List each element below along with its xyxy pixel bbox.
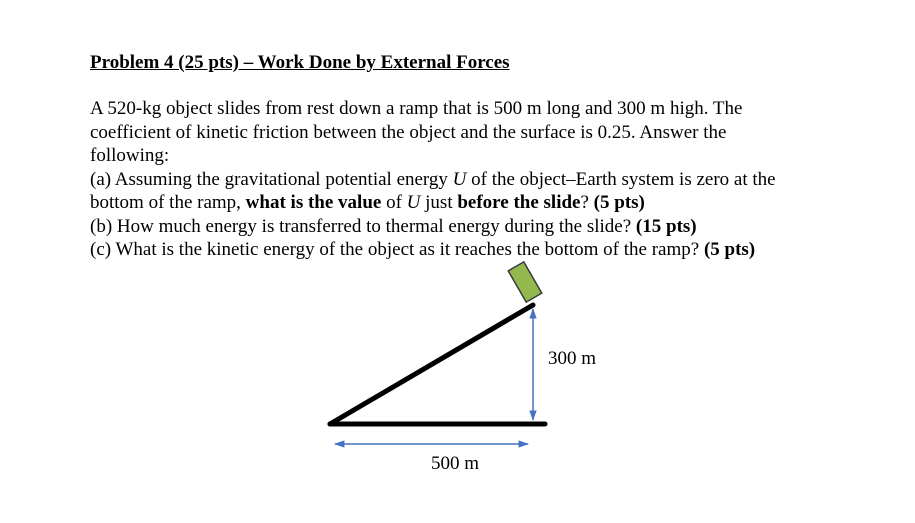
height-label: 300 m bbox=[548, 348, 597, 369]
part-a-emphasis: what is the value bbox=[245, 192, 382, 213]
part-a-text: bottom of the ramp, bbox=[90, 192, 246, 213]
problem-title: Problem 4 (25 pts) – Work Done by External Forces bbox=[90, 52, 510, 73]
sliding-block bbox=[508, 262, 542, 302]
part-a-text: (a) Assuming the gravitational potential energy bbox=[90, 168, 453, 190]
intro-line-1: A 520-kg object slides from rest down a ramp that is 500 m long and 300 m high. The bbox=[90, 98, 743, 119]
part-a-text: of the object–Earth system is zero at the bbox=[466, 168, 776, 190]
ramp-incline bbox=[330, 305, 533, 424]
part-a-text: ? bbox=[580, 192, 594, 213]
part-a-text: just bbox=[420, 192, 458, 213]
part-a-points: (5 pts) bbox=[593, 192, 645, 213]
part-a-text: of bbox=[381, 192, 407, 213]
part-b-text: (b) How much energy is transferred to thermal energy during the slide? bbox=[90, 215, 636, 237]
part-b-points: (15 pts) bbox=[635, 215, 697, 237]
variable-u: U bbox=[452, 168, 467, 190]
intro-line-3: following: bbox=[90, 145, 170, 166]
part-a-emphasis: before the slide bbox=[457, 192, 581, 213]
intro-line-2: coefficient of kinetic friction between the object and the surface is 0.25. Answer the bbox=[90, 121, 727, 143]
variable-u: U bbox=[406, 192, 421, 213]
part-c-points: (5 pts) bbox=[703, 239, 756, 260]
part-c-text: (c) What is the kinetic energy of the object as it reaches the bottom of the ramp? bbox=[90, 239, 704, 260]
length-label: 500 m bbox=[431, 453, 480, 474]
